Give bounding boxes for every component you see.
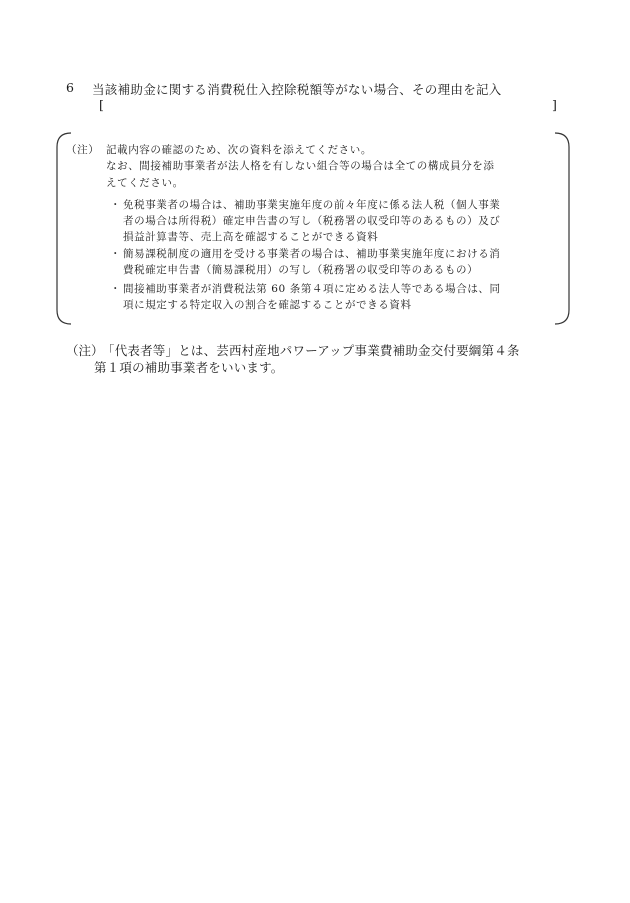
bullet-line: 者の場合は所得税）確定申告書の写し（税務署の収受印等のあるもの）及び	[123, 215, 501, 227]
bullet-line: 損益計算書等、売上高を確認することができる資料	[123, 231, 379, 243]
bullet-line: 費税確定申告書（簡易課税用）の写し（税務署の収受印等のあるもの）	[123, 264, 479, 276]
answer-bracket-open: [	[99, 97, 104, 112]
footnote-line: 第１項の補助事業者をいいます。	[94, 360, 284, 375]
footnote-label: （注）	[66, 343, 104, 358]
bullet-line: 簡易課税制度の適用を受ける事業者の場合は、補助事業実施年度における消	[123, 248, 501, 260]
note-line: なお、間接補助事業者が法人格を有しない組合等の場合は全ての構成員分を添	[106, 160, 495, 172]
answer-bracket-close: ]	[552, 97, 557, 112]
item-question: 当該補助金に関する消費税仕入控除税額等がない場合、その理由を記入	[92, 82, 502, 97]
footnote-line: 「代表者等」とは、芸西村産地パワーアップ事業費補助金交付要綱第４条	[102, 343, 520, 358]
item-number: 6	[66, 80, 74, 95]
note-intro: 記載内容の確認のため、次の資料を添えてください。	[106, 144, 372, 156]
bullet-mark: ・	[110, 199, 122, 211]
bullet-mark: ・	[110, 248, 122, 260]
bullet-line: 間接補助事業者が消費税法第 60 条第４項に定める法人等である場合は、同	[123, 283, 501, 295]
bullet-mark: ・	[110, 283, 122, 295]
bullet-line: 項に規定する特定収入の割合を確認することができる資料	[123, 299, 412, 311]
note-line: えてください。	[106, 177, 184, 189]
note-label: （注）	[66, 144, 100, 156]
bullet-line: 免税事業者の場合は、補助事業実施年度の前々年度に係る法人税（個人事業	[123, 199, 501, 211]
